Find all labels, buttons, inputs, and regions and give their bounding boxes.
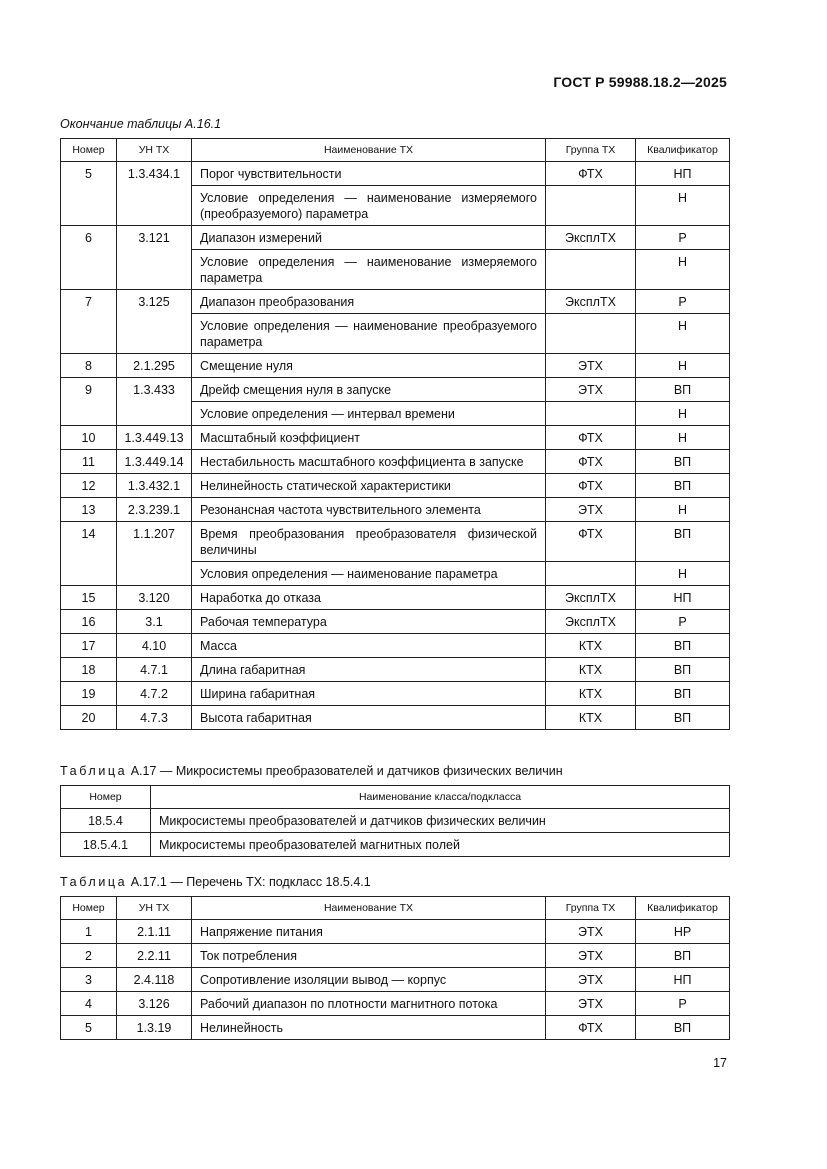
table-row (61, 162, 730, 186)
row-number-cell: 8 (61, 354, 117, 378)
table-row (61, 586, 730, 610)
qualifier-cell: Н (636, 354, 730, 378)
characteristic-group-cell: ЭТХ (546, 354, 636, 378)
qualifier-cell: ВП (636, 682, 730, 706)
qualifier-cell: Р (636, 290, 730, 314)
characteristic-name-cell: Ширина габаритная (192, 682, 546, 706)
col-header-name: Наименование ТХ (192, 139, 546, 162)
table-a161 (60, 138, 730, 730)
col-header-group: Группа ТХ (546, 897, 636, 920)
characteristic-name-cell: Сопротивление изоляции вывод — корпус (192, 968, 546, 992)
characteristic-group-cell: ФТХ (546, 474, 636, 498)
characteristic-name-cell: Резонансная частота чувствительного элемента (192, 498, 546, 522)
characteristic-name-cell: Наработка до отказа (192, 586, 546, 610)
row-number-cell: 18 (61, 658, 117, 682)
qualifier-cell: ВП (636, 378, 730, 402)
qualifier-cell: Р (636, 226, 730, 250)
characteristic-name-cell: Нестабильность масштабного коэффициента в запуске (192, 450, 546, 474)
qualifier-cell: Н (636, 250, 730, 290)
characteristic-name-cell: Масштабный коэффициент (192, 426, 546, 450)
characteristic-group-cell: ЭТХ (546, 920, 636, 944)
row-number-cell: 16 (61, 610, 117, 634)
table-a17 (60, 785, 730, 857)
row-number-cell: 10 (61, 426, 117, 450)
table-row (61, 809, 730, 833)
characteristic-code-cell: 4.7.3 (117, 706, 192, 730)
qualifier-cell: Н (636, 314, 730, 354)
characteristic-code-cell: 2.1.295 (117, 354, 192, 378)
class-number-cell: 18.5.4.1 (61, 833, 151, 857)
class-number-cell: 18.5.4 (61, 809, 151, 833)
characteristic-name-cell: Нелинейность статической характеристики (192, 474, 546, 498)
col-header-class-name: Наименование класса/подкласса (151, 786, 730, 809)
col-header-qualifier: Квалификатор (636, 139, 730, 162)
characteristic-group-cell: КТХ (546, 682, 636, 706)
qualifier-cell: ВП (636, 1016, 730, 1040)
table-row (61, 634, 730, 658)
characteristic-name-cell: Порог чувствительности (192, 162, 546, 186)
characteristic-name-cell: Высота габаритная (192, 706, 546, 730)
characteristic-group-cell: ЭксплТХ (546, 290, 636, 314)
table-row (61, 226, 730, 250)
characteristic-group-cell (546, 562, 636, 586)
qualifier-cell: ВП (636, 634, 730, 658)
characteristic-code-cell: 1.3.433 (117, 378, 192, 426)
qualifier-cell: ВП (636, 706, 730, 730)
characteristic-group-cell: ЭТХ (546, 992, 636, 1016)
characteristic-name-cell: Условия определения — наименование параметра (192, 562, 546, 586)
col-header-qualifier: Квалификатор (636, 897, 730, 920)
characteristic-name-cell: Нелинейность (192, 1016, 546, 1040)
row-number-cell: 19 (61, 682, 117, 706)
characteristic-name-cell: Условие определения — наименование преобразуемого параметра (192, 314, 546, 354)
table-row (61, 450, 730, 474)
table-row (61, 992, 730, 1016)
class-name-cell: Микросистемы преобразователей и датчиков физических величин (151, 809, 730, 833)
qualifier-cell: Р (636, 992, 730, 1016)
row-number-cell: 9 (61, 378, 117, 426)
characteristic-group-cell (546, 402, 636, 426)
qualifier-cell: Н (636, 186, 730, 226)
characteristic-name-cell: Длина габаритная (192, 658, 546, 682)
characteristic-group-cell (546, 186, 636, 226)
table-row (61, 920, 730, 944)
characteristic-group-cell (546, 314, 636, 354)
qualifier-cell: ВП (636, 450, 730, 474)
row-number-cell: 7 (61, 290, 117, 354)
row-number-cell: 12 (61, 474, 117, 498)
characteristic-name-cell: Условие определения — наименование измеряемого (преобразуемого) параметра (192, 186, 546, 226)
row-number-cell: 2 (61, 944, 117, 968)
characteristic-code-cell: 3.125 (117, 290, 192, 354)
characteristic-name-cell: Время преобразования преобразователя физической величины (192, 522, 546, 562)
characteristic-group-cell: ЭТХ (546, 498, 636, 522)
row-number-cell: 4 (61, 992, 117, 1016)
caption-label: Таблица (60, 875, 128, 889)
page-number: 17 (713, 1056, 727, 1070)
characteristic-group-cell: ЭксплТХ (546, 586, 636, 610)
table-a171-caption (60, 875, 371, 889)
characteristic-group-cell: ФТХ (546, 522, 636, 562)
class-name-cell: Микросистемы преобразователей магнитных полей (151, 833, 730, 857)
characteristic-code-cell: 1.3.432.1 (117, 474, 192, 498)
col-header-number: Номер (61, 786, 151, 809)
characteristic-name-cell: Рабочий диапазон по плотности магнитного потока (192, 992, 546, 1016)
characteristic-group-cell: ЭксплТХ (546, 610, 636, 634)
characteristic-code-cell: 1.1.207 (117, 522, 192, 586)
qualifier-cell: ВП (636, 658, 730, 682)
col-header-number: Номер (61, 897, 117, 920)
table-a171 (60, 896, 730, 1040)
table-row (61, 610, 730, 634)
characteristic-group-cell: ФТХ (546, 162, 636, 186)
table-row (61, 658, 730, 682)
row-number-cell: 17 (61, 634, 117, 658)
qualifier-cell: ВП (636, 522, 730, 562)
characteristic-code-cell: 2.3.239.1 (117, 498, 192, 522)
characteristic-name-cell: Диапазон измерений (192, 226, 546, 250)
qualifier-cell: Н (636, 426, 730, 450)
characteristic-group-cell: КТХ (546, 706, 636, 730)
table-row (61, 1016, 730, 1040)
characteristic-group-cell: ЭТХ (546, 968, 636, 992)
table-header-row (61, 139, 730, 162)
caption-text: А.17.1 — Перечень ТХ: подкласс 18.5.4.1 (130, 875, 371, 889)
table-row (61, 498, 730, 522)
characteristic-group-cell: ЭТХ (546, 944, 636, 968)
qualifier-cell: НР (636, 920, 730, 944)
row-number-cell: 5 (61, 162, 117, 226)
characteristic-name-cell: Условие определения — наименование измеряемого параметра (192, 250, 546, 290)
table-row (61, 522, 730, 562)
table-row (61, 426, 730, 450)
table-header-row (61, 897, 730, 920)
col-header-code: УН ТХ (117, 139, 192, 162)
characteristic-group-cell: ЭТХ (546, 378, 636, 402)
col-header-group: Группа ТХ (546, 139, 636, 162)
characteristic-code-cell: 1.3.434.1 (117, 162, 192, 226)
row-number-cell: 11 (61, 450, 117, 474)
table-row (61, 968, 730, 992)
table-header-row (61, 786, 730, 809)
characteristic-code-cell: 4.7.1 (117, 658, 192, 682)
characteristic-code-cell: 1.3.19 (117, 1016, 192, 1040)
characteristic-name-cell: Смещение нуля (192, 354, 546, 378)
row-number-cell: 14 (61, 522, 117, 586)
characteristic-code-cell: 3.1 (117, 610, 192, 634)
row-number-cell: 15 (61, 586, 117, 610)
characteristic-group-cell (546, 250, 636, 290)
characteristic-name-cell: Рабочая температура (192, 610, 546, 634)
characteristic-group-cell: КТХ (546, 658, 636, 682)
characteristic-code-cell: 1.3.449.13 (117, 426, 192, 450)
characteristic-name-cell: Диапазон преобразования (192, 290, 546, 314)
characteristic-name-cell: Ток потребления (192, 944, 546, 968)
row-number-cell: 6 (61, 226, 117, 290)
characteristic-name-cell: Дрейф смещения нуля в запуске (192, 378, 546, 402)
table-row (61, 682, 730, 706)
characteristic-name-cell: Условие определения — интервал времени (192, 402, 546, 426)
characteristic-code-cell: 3.121 (117, 226, 192, 290)
characteristic-group-cell: ЭксплТХ (546, 226, 636, 250)
caption-text: А.17 — Микросистемы преобразователей и датчиков физических величин (130, 764, 563, 778)
characteristic-code-cell: 4.7.2 (117, 682, 192, 706)
characteristic-group-cell: ФТХ (546, 426, 636, 450)
table-a17-caption (60, 764, 563, 778)
row-number-cell: 1 (61, 920, 117, 944)
characteristic-code-cell: 2.1.11 (117, 920, 192, 944)
row-number-cell: 13 (61, 498, 117, 522)
characteristic-name-cell: Напряжение питания (192, 920, 546, 944)
table-row (61, 474, 730, 498)
table-row (61, 290, 730, 314)
qualifier-cell: НП (636, 586, 730, 610)
table-row (61, 833, 730, 857)
characteristic-group-cell: КТХ (546, 634, 636, 658)
row-number-cell: 20 (61, 706, 117, 730)
qualifier-cell: НП (636, 968, 730, 992)
table-row (61, 378, 730, 402)
qualifier-cell: Н (636, 402, 730, 426)
qualifier-cell: Р (636, 610, 730, 634)
caption-label: Таблица (60, 764, 128, 778)
characteristic-group-cell: ФТХ (546, 450, 636, 474)
characteristic-code-cell: 4.10 (117, 634, 192, 658)
qualifier-cell: ВП (636, 474, 730, 498)
table-a161-caption: Окончание таблицы А.16.1 (60, 117, 222, 131)
characteristic-code-cell: 3.120 (117, 586, 192, 610)
characteristic-code-cell: 2.4.118 (117, 968, 192, 992)
characteristic-code-cell: 2.2.11 (117, 944, 192, 968)
col-header-code: УН ТХ (117, 897, 192, 920)
qualifier-cell: Н (636, 562, 730, 586)
col-header-name: Наименование ТХ (192, 897, 546, 920)
col-header-number: Номер (61, 139, 117, 162)
row-number-cell: 3 (61, 968, 117, 992)
characteristic-group-cell: ФТХ (546, 1016, 636, 1040)
table-row (61, 706, 730, 730)
characteristic-code-cell: 3.126 (117, 992, 192, 1016)
table-row (61, 354, 730, 378)
qualifier-cell: ВП (636, 944, 730, 968)
characteristic-code-cell: 1.3.449.14 (117, 450, 192, 474)
characteristic-name-cell: Масса (192, 634, 546, 658)
qualifier-cell: НП (636, 162, 730, 186)
qualifier-cell: Н (636, 498, 730, 522)
table-row (61, 944, 730, 968)
document-code: ГОСТ Р 59988.18.2—2025 (553, 74, 727, 90)
row-number-cell: 5 (61, 1016, 117, 1040)
